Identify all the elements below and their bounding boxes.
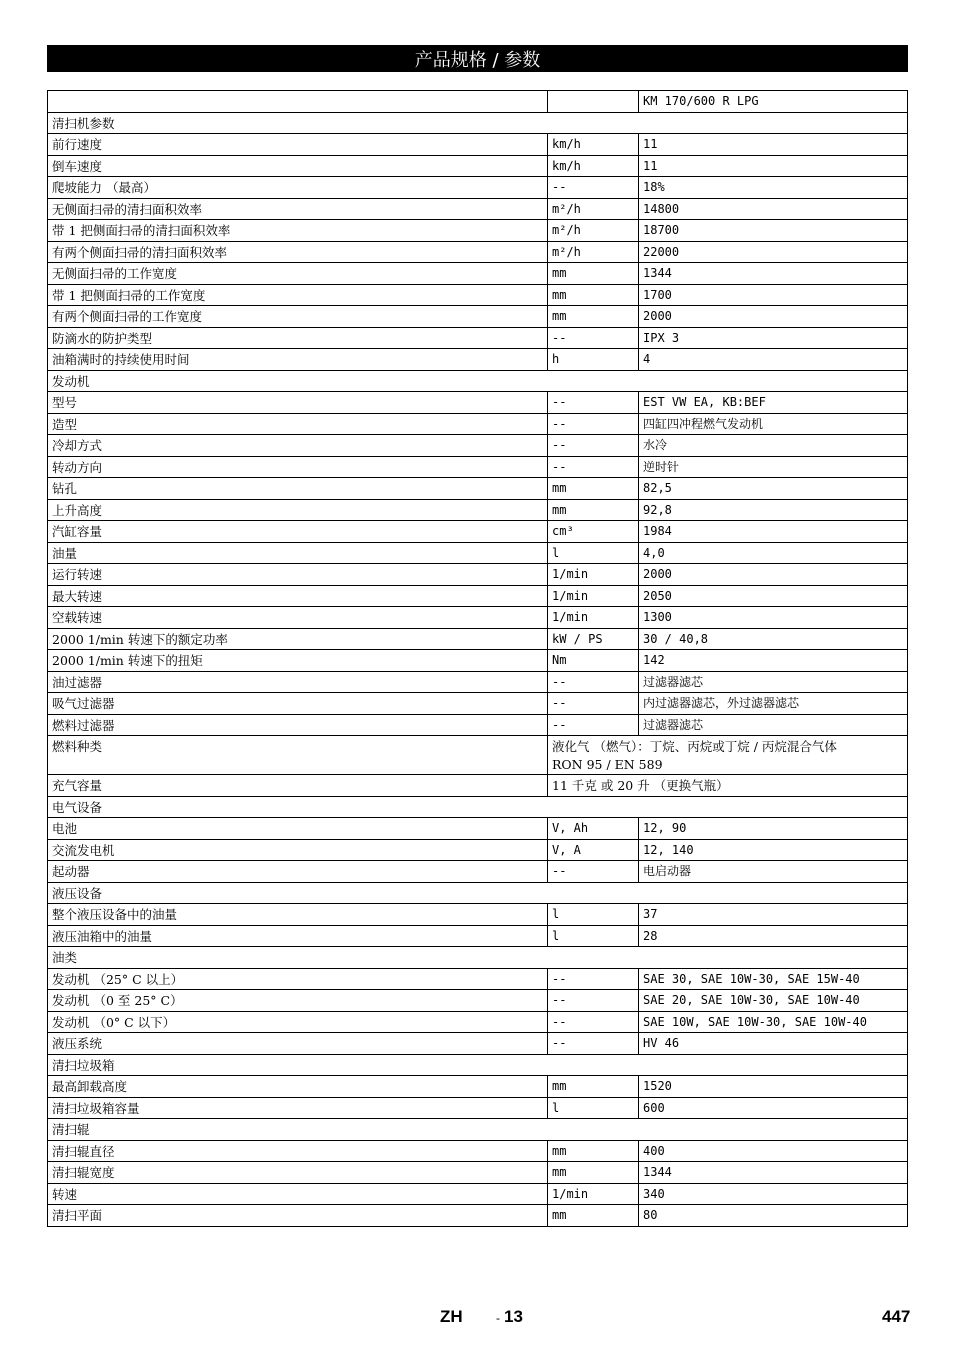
table-row [48,392,908,414]
spec-value-wide [548,775,908,797]
section-row [48,112,908,134]
table-row [48,220,908,242]
spec-value: HV 46 [639,1033,908,1055]
spec-unit: mm [548,1162,639,1184]
table-row [48,1097,908,1119]
table-row [48,1183,908,1205]
table-row [48,839,908,861]
spec-label: 汽缸容量 [48,521,548,543]
spec-unit: -- [548,327,639,349]
table-row [48,542,908,564]
spec-label: 最高卸载高度 [48,1076,548,1098]
spec-label: 转动方向 [48,456,548,478]
spec-value: 1984 [639,521,908,543]
spec-unit: -- [548,177,639,199]
table-row-wide [48,775,908,797]
spec-value: 600 [639,1097,908,1119]
spec-unit: l [548,925,639,947]
spec-value-line: RON 95 / EN 589 [552,756,663,772]
spec-unit: mm [548,1205,639,1227]
table-row [48,1033,908,1055]
spec-value: 逆时针 [639,456,908,478]
spec-unit: mm [548,1076,639,1098]
spec-unit: -- [548,1033,639,1055]
footer-page-number: 447 [882,1307,911,1326]
spec-unit: mm [548,263,639,285]
spec-value: 12, 140 [639,839,908,861]
table-row [48,263,908,285]
spec-label: 液压系统 [48,1033,548,1055]
spec-unit: kW / PS [548,628,639,650]
table-row [48,990,908,1012]
footer-dash: - [496,1311,500,1325]
spec-label: 燃料过滤器 [48,714,548,736]
spec-value: SAE 20, SAE 10W-30, SAE 10W-40 [639,990,908,1012]
spec-value: 4,0 [639,542,908,564]
spec-unit: m²/h [548,198,639,220]
spec-unit: 1/min [548,585,639,607]
spec-unit: -- [548,968,639,990]
spec-value-wide [548,736,908,775]
table-row [48,904,908,926]
spec-value: 12, 90 [639,818,908,840]
spec-unit: -- [548,1011,639,1033]
table-row [48,521,908,543]
table-row [48,714,908,736]
table-row [48,198,908,220]
header-label-cell [48,91,548,113]
spec-label: 无侧面扫帚的清扫面积效率 [48,198,548,220]
spec-label: 油量 [48,542,548,564]
spec-unit: mm [548,478,639,500]
section-heading: 油类 [48,947,908,969]
table-row [48,607,908,629]
spec-unit: 1/min [548,607,639,629]
spec-value: 电启动器 [639,861,908,883]
spec-unit: m²/h [548,241,639,263]
spec-value: 11 [639,155,908,177]
spec-label: 2000 1/min 转速下的额定功率 [48,628,548,650]
spec-label: 交流发电机 [48,839,548,861]
spec-value: 四缸四冲程燃气发动机 [639,413,908,435]
spec-label: 倒车速度 [48,155,548,177]
spec-value: 22000 [639,241,908,263]
spec-unit: l [548,904,639,926]
spec-value: 80 [639,1205,908,1227]
section-heading: 清扫辊 [48,1119,908,1141]
spec-label: 最大转速 [48,585,548,607]
spec-label: 燃料种类 [48,736,548,775]
spec-value: SAE 10W, SAE 10W-30, SAE 10W-40 [639,1011,908,1033]
section-heading: 清扫机参数 [48,112,908,134]
spec-unit: -- [548,413,639,435]
spec-value: 82,5 [639,478,908,500]
spec-value: 内过滤器滤芯，外过滤器滤芯 [639,693,908,715]
spec-label: 起动器 [48,861,548,883]
footer-local-page [496,1307,523,1327]
section-row [48,796,908,818]
spec-unit: km/h [548,155,639,177]
spec-unit: V, Ah [548,818,639,840]
spec-unit: -- [548,714,639,736]
spec-unit: -- [548,435,639,457]
spec-unit: mm [548,1140,639,1162]
table-row [48,1011,908,1033]
table-row [48,155,908,177]
spec-unit: m²/h [548,220,639,242]
spec-value: 340 [639,1183,908,1205]
table-row [48,968,908,990]
spec-value: 18700 [639,220,908,242]
table-row [48,693,908,715]
spec-unit: V, A [548,839,639,861]
spec-label: 发动机 （0 至 25° C） [48,990,548,1012]
spec-label: 清扫辊直径 [48,1140,548,1162]
spec-value: IPX 3 [639,327,908,349]
spec-label: 造型 [48,413,548,435]
spec-unit: -- [548,671,639,693]
table-row [48,413,908,435]
spec-unit: -- [548,456,639,478]
table-header-row [48,91,908,113]
spec-label: 清扫垃圾箱容量 [48,1097,548,1119]
spec-label: 2000 1/min 转速下的扭矩 [48,650,548,672]
spec-label: 转速 [48,1183,548,1205]
spec-value: 1344 [639,263,908,285]
spec-label: 油过滤器 [48,671,548,693]
spec-unit: l [548,1097,639,1119]
spec-label: 运行转速 [48,564,548,586]
spec-label: 爬坡能力 （最高） [48,177,548,199]
spec-unit: mm [548,499,639,521]
table-row [48,177,908,199]
spec-unit: mm [548,306,639,328]
spec-unit: -- [548,392,639,414]
table-row [48,456,908,478]
spec-label: 整个液压设备中的油量 [48,904,548,926]
spec-unit: h [548,349,639,371]
section-row [48,1119,908,1141]
section-heading: 发动机 [48,370,908,392]
table-row [48,628,908,650]
spec-value: 水冷 [639,435,908,457]
table-row [48,564,908,586]
spec-value: 2050 [639,585,908,607]
table-row [48,925,908,947]
spec-value: EST VW EA, KB:BEF [639,392,908,414]
section-row [48,370,908,392]
spec-unit: Nm [548,650,639,672]
spec-unit: -- [548,693,639,715]
table-row [48,134,908,156]
page-title: 产品规格 / 参数 [47,45,908,72]
spec-value: 2000 [639,564,908,586]
spec-unit: mm [548,284,639,306]
footer-language: ZH [440,1307,463,1326]
spec-unit: -- [548,861,639,883]
section-row [48,882,908,904]
spec-label: 上升高度 [48,499,548,521]
model-name: KM 170/600 R LPG [639,91,908,113]
spec-label: 发动机 （0° C 以下） [48,1011,548,1033]
spec-value: 1300 [639,607,908,629]
spec-label: 空载转速 [48,607,548,629]
spec-label: 液压油箱中的油量 [48,925,548,947]
spec-label: 油箱满时的持续使用时间 [48,349,548,371]
table-row [48,1076,908,1098]
spec-value: SAE 30, SAE 10W-30, SAE 15W-40 [639,968,908,990]
spec-label: 有两个侧面扫帚的工作宽度 [48,306,548,328]
spec-label: 发动机 （25° C 以上） [48,968,548,990]
spec-label: 充气容量 [48,775,548,797]
spec-value: 过滤器滤芯 [639,671,908,693]
table-row [48,435,908,457]
spec-label: 有两个侧面扫帚的清扫面积效率 [48,241,548,263]
spec-label: 冷却方式 [48,435,548,457]
spec-value: 1520 [639,1076,908,1098]
spec-value: 过滤器滤芯 [639,714,908,736]
table-row [48,1140,908,1162]
spec-value: 2000 [639,306,908,328]
table-row [48,671,908,693]
spec-label: 带 1 把侧面扫帚的清扫面积效率 [48,220,548,242]
spec-unit: l [548,542,639,564]
table-row [48,349,908,371]
spec-value: 28 [639,925,908,947]
spec-label: 前行速度 [48,134,548,156]
table-row [48,1162,908,1184]
footer-local-page-number: 13 [504,1307,523,1326]
header-unit-cell [548,91,639,113]
spec-label: 无侧面扫帚的工作宽度 [48,263,548,285]
spec-label: 钻孔 [48,478,548,500]
table-row [48,327,908,349]
spec-value: 142 [639,650,908,672]
spec-unit: km/h [548,134,639,156]
table-row [48,241,908,263]
spec-label: 清扫辊宽度 [48,1162,548,1184]
table-row [48,284,908,306]
table-row [48,650,908,672]
spec-label: 带 1 把侧面扫帚的工作宽度 [48,284,548,306]
spec-label: 清扫平面 [48,1205,548,1227]
spec-value: 11 [639,134,908,156]
spec-label: 型号 [48,392,548,414]
spec-value-line: 11 千克 或 20 升 （更换气瓶） [552,778,729,793]
spec-value-line: 液化气 （燃气）：丁烷、丙烷或丁烷 / 丙烷混合气体 [552,739,837,754]
section-heading: 电气设备 [48,796,908,818]
spec-value: 92,8 [639,499,908,521]
section-row [48,947,908,969]
section-heading: 清扫垃圾箱 [48,1054,908,1076]
spec-value: 18% [639,177,908,199]
spec-table [47,90,908,1227]
spec-label: 吸气过滤器 [48,693,548,715]
section-heading: 液压设备 [48,882,908,904]
spec-value: 4 [639,349,908,371]
spec-label: 电池 [48,818,548,840]
spec-unit: cm³ [548,521,639,543]
spec-value: 1344 [639,1162,908,1184]
spec-value: 37 [639,904,908,926]
spec-unit: -- [548,990,639,1012]
spec-value: 30 / 40,8 [639,628,908,650]
section-row [48,1054,908,1076]
spec-value: 14800 [639,198,908,220]
table-row-wide [48,736,908,775]
table-row [48,1205,908,1227]
spec-value: 1700 [639,284,908,306]
spec-unit: 1/min [548,564,639,586]
table-row [48,306,908,328]
table-row [48,585,908,607]
spec-value: 400 [639,1140,908,1162]
spec-label: 防滴水的防护类型 [48,327,548,349]
table-row [48,861,908,883]
table-row [48,499,908,521]
spec-unit: 1/min [548,1183,639,1205]
table-row [48,818,908,840]
table-row [48,478,908,500]
